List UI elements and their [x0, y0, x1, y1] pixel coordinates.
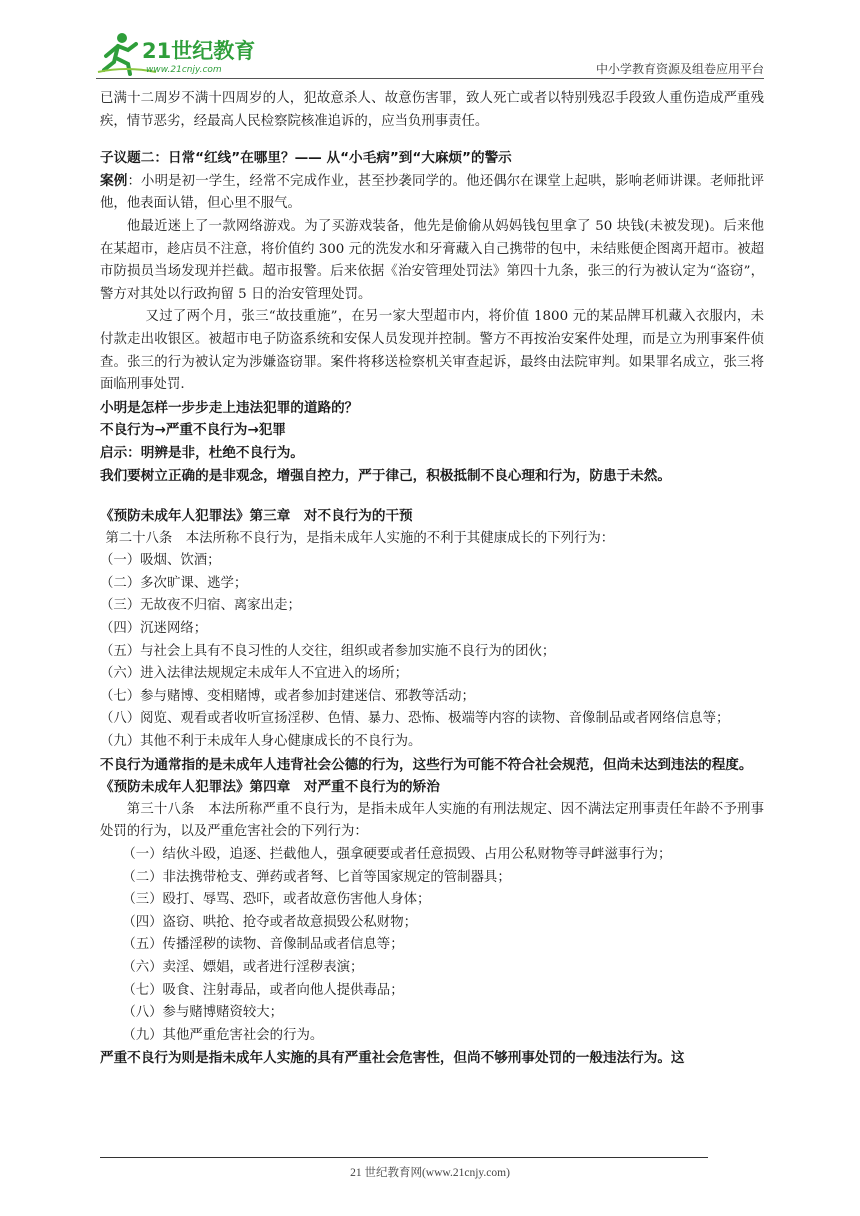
list-item: （五）与社会上具有不良习性的人交往，组织或者参加实施不良行为的团伙；	[100, 643, 556, 659]
article-28: 第二十八条 本法所称不良行为，是指未成年人实施的不利于其健康成长的下列行为：	[105, 530, 615, 546]
footer-divider	[100, 1157, 708, 1158]
page-header	[96, 28, 764, 80]
article-28-list	[100, 550, 764, 753]
platform-title: 中小学教育资源及组卷应用平台	[595, 62, 764, 76]
article-38-list	[100, 844, 764, 1047]
insight: 启示：明辨是非，杜绝不良行为。	[100, 444, 304, 461]
list-item: （五）传播淫秽的读物、音像制品或者信息等；	[122, 937, 404, 953]
case-paragraph	[100, 170, 764, 216]
list-item: （三）殴打、辱骂、恐吓，或者故意伤害他人身体；	[122, 892, 431, 908]
logo-url: www.21cnjy.com	[146, 65, 222, 75]
list-item: （一）结伙斗殴，追逐、拦截他人，强拿硬要或者任意损毁、占用公私财物等寻衅滋事行为；	[122, 847, 672, 862]
behavior-chain: 不良行为→严重不良行为→犯罪	[100, 422, 286, 439]
call-to-action: 我们要树立正确的是非观念，增强自控力，严于律己，积极抵制不良心理和行为，防患于未然。	[100, 467, 671, 484]
list-item: （八）参与赌博赌资较大；	[122, 1005, 284, 1021]
question: 小明是怎样一步步走上违法犯罪的道路的？	[100, 399, 359, 416]
logo-text: 21世纪教育	[142, 39, 256, 63]
list-item: （四）沉迷网络；	[100, 621, 208, 637]
subtopic-heading: 子议题二：日常“红线”在哪里？—— 从“小毛病”到“大麻烦”的警示	[100, 150, 512, 167]
page-footer: 21 世纪教育网(www.21cnjy.com)	[350, 1167, 510, 1179]
paragraph-law-excerpt: 已满十二周岁不满十四周岁的人，犯故意杀人、故意伤害罪，致人死亡或者以特别残忍手段致人重伤造成严重残疾，情节恶劣，经最高人民检察院核准追诉的，应当负刑事责任。	[100, 91, 764, 129]
list-item: （二）非法携带枪支、弹药或者弩、匕首等国家规定的管制器具；	[122, 869, 511, 885]
site-logo	[96, 28, 266, 78]
list-item: （一）吸烟、饮酒；	[100, 553, 221, 569]
article-38: 第三十八条 本法所称严重不良行为，是指未成年人实施的有刑法规定、因不满法定刑事责任年龄不予刑事处罚的行为，以及严重危害社会的下列行为：	[100, 801, 764, 840]
case-label: 案例	[100, 172, 128, 189]
chapter-4-title: 《预防未成年人犯罪法》第四章 对严重不良行为的矫治	[100, 779, 440, 796]
case-text: ：小明是初一学生，经常不完成作业，甚至抄袭同学的。他还偶尔在课堂上起哄，影响老师讲课。老师批评他，他表面认错，但心里不服气。	[100, 173, 764, 212]
list-item: （七）参与赌博、变相赌博，或者参加封建迷信、邪教等活动；	[100, 688, 475, 704]
header-divider	[96, 78, 764, 79]
definition-serious-bad-behavior: 严重不良行为则是指未成年人实施的具有严重社会危害性，但尚不够刑事处罚的一般违法行为。这	[100, 1050, 685, 1067]
list-item: （三）无故夜不归宿、离家出走；	[100, 598, 301, 614]
list-item: （二）多次旷课、逃学；	[100, 575, 248, 591]
list-item: （九）其他不利于未成年人身心健康成长的不良行为。	[100, 734, 422, 750]
definition-bad-behavior: 不良行为通常指的是未成年人违背社会公德的行为，这些行为可能不符合社会规范，但尚未达到违法的程度。	[100, 756, 753, 773]
list-item: （九）其他严重危害社会的行为。	[122, 1027, 324, 1043]
list-item: （八）阅览、观看或者收听宣扬淫秽、色情、暴力、恐怖、极端等内容的读物、音像制品或者网络信息等；	[100, 711, 730, 727]
list-item: （四）盗窃、哄抢、抢夺或者故意损毁公私财物；	[122, 914, 417, 930]
document-body	[100, 88, 764, 1070]
list-item: （六）卖淫、嫖娼，或者进行淫秽表演；	[122, 959, 364, 975]
list-item: （六）进入法律法规规定未成年人不宜进入的场所；	[100, 666, 408, 682]
chapter-3-title: 《预防未成年人犯罪法》第三章 对不良行为的干预	[100, 508, 413, 525]
case-paragraph-3: 又过了两个月，张三“故技重施”，在另一家大型超市内，将价值 1800 元的某品牌耳机藏入衣服内，未付款走出收银区。被超市电子防盗系统和安保人员发现并控制。警方不再按治安案件处理，而是立为刑事案件侦查。张三的行为被认定为涉嫌盗窃罪。案件将移送检察机关审查起诉，最终由法院审判。如果罪名成立，张三将面临刑事处罚.	[100, 309, 764, 393]
list-item: （七）吸食、注射毒品，或者向他人提供毒品；	[122, 982, 404, 998]
case-paragraph-2: 他最近迷上了一款网络游戏。为了买游戏装备，他先是偷偷从妈妈钱包里拿了 50 块钱(未被发现)。后来他在某超市，趁店员不注意，将价值约 300 元的洗发水和牙膏藏入自己携带的包中，未结账便企图离开超市。被超市防损员当场发现并拦截。超市报警。后来依据《治安管理处罚法》第四十九条，张三的行为被认定为“盗窃”，警方对其处以行政拘留 5 日的治安管理处罚。	[100, 218, 764, 302]
